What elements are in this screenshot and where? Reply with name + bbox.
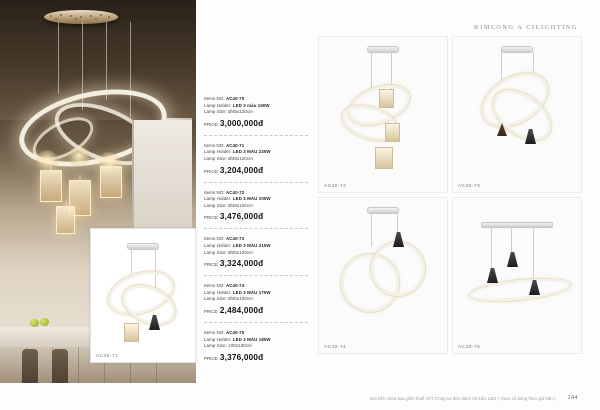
spec-item [204,283,308,323]
price-amount: 3,000,000đ [219,118,264,128]
pendant-shade [124,323,139,342]
pendant-cone [507,252,518,267]
pendant-shade [379,89,394,108]
photo-caption-code: AC40-72 [324,183,347,188]
spec-label: Lamp Holder: [204,289,232,295]
product-photo-ac40-72 [318,36,448,193]
spec-label: Items NO: [204,142,225,148]
suspension-wire [511,226,512,254]
suspension-wire [371,51,372,91]
spec-size [204,156,308,163]
spec-label: Items NO: [204,189,225,195]
spec-value: Ø30x120cm [228,249,253,255]
spec-label: Lamp Holder: [204,242,232,248]
suspension-wire [131,248,132,274]
product-photo-ac40-74 [318,197,448,354]
price-label: PRICE: [204,168,219,174]
spec-value: LED 3 MÀU 180W [232,336,271,342]
spec-item [204,96,308,136]
spec-price [204,166,308,175]
photo-caption-code: AC40-75 [458,344,481,349]
spec-value: Ø45x120cm [228,155,253,161]
suspension-wire [58,22,59,94]
crystal-lamp-body [40,170,62,202]
plate-dots-icon [48,14,114,21]
spec-label: Lamp Size: [204,296,227,302]
suspension-wire [501,51,502,81]
spec-holder [204,196,308,203]
spec-code: AC40-74 [226,283,245,289]
suspension-wire [533,226,534,282]
spec-price [204,119,308,128]
spec-price [204,259,308,268]
spec-value: Ø45x120cm [228,109,253,115]
spec-holder [204,290,308,297]
spec-label: Lamp Holder: [204,149,232,155]
spec-size [204,250,308,257]
spec-item-no [204,190,308,197]
spec-value: LED 3 MÀU 220W [232,149,271,155]
spec-code: AC40-72 [226,189,245,195]
spec-label: Lamp Holder: [204,102,232,108]
bar-stool [52,349,68,383]
fruit-bowl [40,318,49,326]
spec-price [204,306,308,315]
spec-price [204,353,308,362]
spec-holder [204,337,308,344]
page-number: 144 [567,395,578,401]
price-label: PRICE: [204,355,219,361]
spec-value: LED 3 MÀU 200W [232,196,271,202]
brand-wordmark: KIMLONG A CILIGHTING [474,24,578,31]
spec-size [204,296,308,303]
spec-label: Lamp Size: [204,109,227,115]
spec-label: Lamp Size: [204,343,227,349]
spec-label: Lamp Holder: [204,336,232,342]
spec-label: Lamp Size: [204,202,227,208]
crystal-floret [36,150,58,172]
crystal-floret [68,146,90,168]
spec-code: AC40-75 [226,329,245,335]
spec-holder [204,149,308,156]
specification-list [204,96,308,376]
footer-note: Giá tiền chưa bao gồm thuế VAT.Trong tụi đèn dành 03 kiểu LED ( chưa có bóng theo giá hãn ) [369,395,556,401]
spec-label: Items NO: [204,236,225,242]
spec-label: Lamp Size: [204,249,227,255]
spec-code: AC40-73 [226,236,245,242]
spec-label: Items NO: [204,329,225,335]
spec-value: 100x100cm [228,343,252,349]
spec-item [204,330,308,369]
photo-caption-code: AC40-73 [458,183,481,188]
spec-item [204,190,308,230]
spec-item-no [204,143,308,150]
spec-size [204,203,308,210]
spec-item-no [204,330,308,337]
spec-value: Ø45x120cm [228,202,253,208]
pendant-cone [487,268,498,283]
suspension-wire [491,226,492,270]
spec-label: Lamp Holder: [204,196,232,202]
suspension-wire [106,22,107,100]
spec-label: Lamp Size: [204,155,227,161]
window [132,120,192,230]
spec-holder [204,243,308,250]
price-amount: 2,484,000đ [219,305,264,315]
crystal-lamp-body [100,166,122,198]
spec-item [204,236,308,276]
spec-code: AC40-71 [226,142,245,148]
product-photo-ac40-71 [90,228,196,363]
price-amount: 3,476,000đ [219,212,264,222]
page-footer [0,395,600,401]
spec-value: Ø40x100cm [228,296,253,302]
price-amount: 3,376,000đ [219,352,264,362]
spec-item [204,143,308,183]
pendant-shade [385,123,400,142]
ceiling-plate [501,46,533,53]
price-amount: 3,324,000đ [219,259,264,269]
pendant-shade [375,147,393,169]
suspension-wire [371,212,372,246]
spec-size [204,343,308,350]
spec-item-no [204,283,308,290]
spec-label: Items NO: [204,96,225,101]
spec-size [204,109,308,116]
crystal-lamp-body [56,206,75,234]
spec-item-no [204,236,308,243]
product-photo-ac40-73 [452,36,582,193]
spec-value: LED 3 MÀU 170W [232,289,271,295]
pendant-cone [393,232,404,247]
product-photo-ac40-75 [452,197,582,354]
fruit-bowl [30,319,39,327]
suspension-wire [397,212,398,234]
spec-holder [204,103,308,110]
spec-label: Items NO: [204,283,225,289]
photo-caption-code: AC40-71 [96,353,119,358]
price-amount: 3,204,000đ [219,165,264,175]
spec-value: LED 3 MÀU 210W [232,242,271,248]
price-label: PRICE: [204,262,219,268]
price-label: PRICE: [204,215,219,221]
led-linear-bar [468,275,572,306]
spec-code: AC40-70 [226,96,245,101]
spec-price [204,212,308,221]
bar-stool [22,349,38,383]
price-label: PRICE: [204,121,219,127]
spec-value: LED 3 màu 160W [232,102,270,108]
spec-item-no [204,96,308,103]
photo-caption-code: AC40-74 [324,344,347,349]
price-label: PRICE: [204,308,219,314]
